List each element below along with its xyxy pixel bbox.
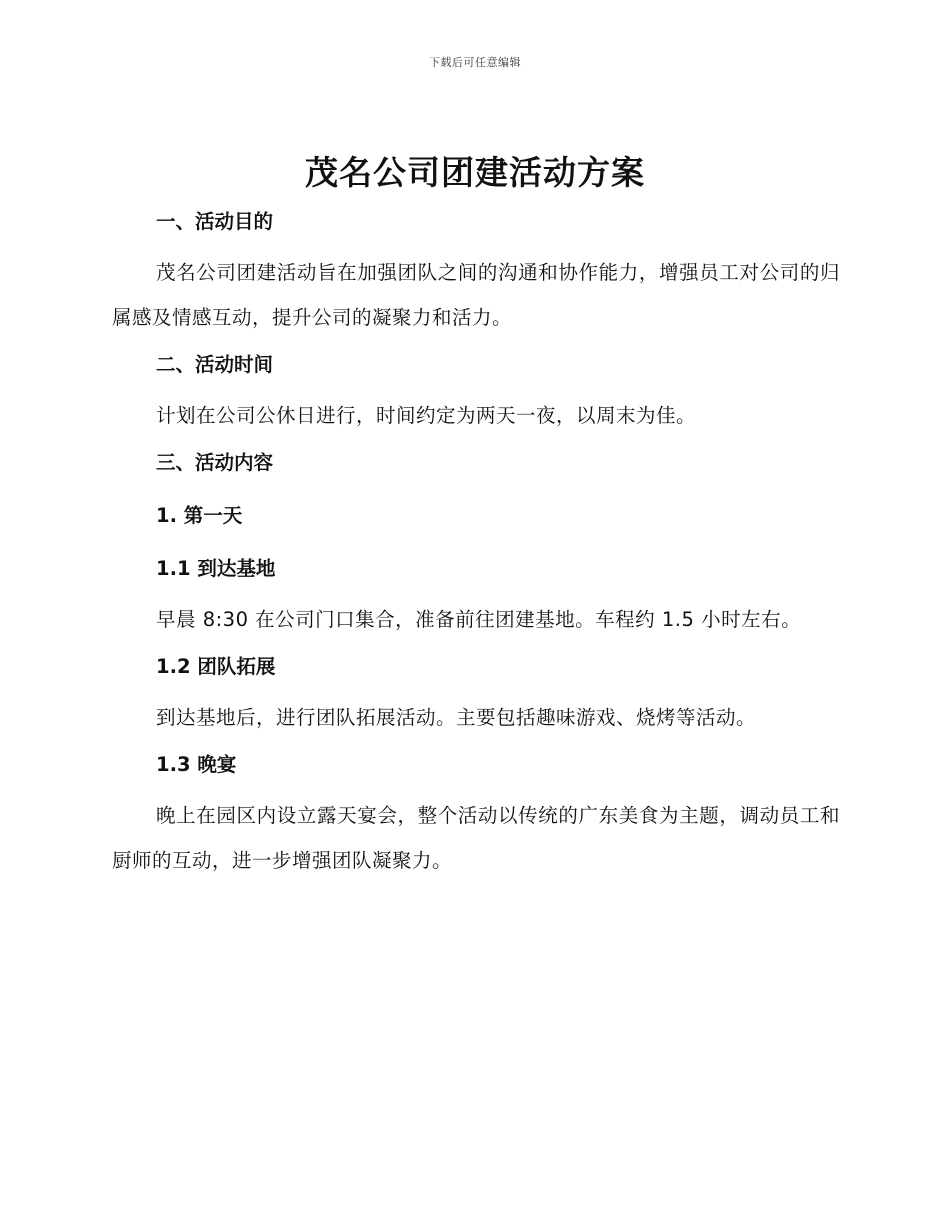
document-title: 茂名公司团建活动方案 — [305, 153, 645, 192]
header-note: 下载后可任意编辑 — [429, 56, 521, 69]
paragraph-team-building: 到达基地后，进行团队拓展活动。主要包括趣味游戏、烧烤等活动。 — [156, 706, 757, 729]
paragraph-arrival: 早晨 8:30 在公司门口集合，准备前往团建基地。车程约 1.5 小时左右。 — [156, 608, 802, 631]
subheading-day-one: 1. 第一天 — [156, 504, 243, 527]
section-heading-purpose: 一、活动目的 — [156, 210, 274, 233]
paragraph-dinner: 晚上在园区内设立露天宴会，整个活动以传统的广东美食为主题，调动员工和厨师的互动，进一步增强团队凝聚力。 — [112, 804, 840, 872]
paragraph-purpose: 茂名公司团建活动旨在加强团队之间的沟通和协作能力，增强员工对公司的归属感及情感互动，提升公司的凝聚力和活力。 — [112, 261, 840, 329]
subheading-arrival: 1.1 到达基地 — [156, 557, 276, 580]
paragraph-time: 计划在公司公休日进行，时间约定为两天一夜，以周末为佳。 — [156, 404, 697, 427]
section-heading-time: 二、活动时间 — [156, 353, 274, 376]
document-body — [112, 204, 840, 883]
section-heading-content: 三、活动内容 — [156, 451, 274, 474]
subheading-team-building: 1.2 团队拓展 — [156, 655, 276, 678]
subheading-dinner: 1.3 晚宴 — [156, 753, 237, 776]
